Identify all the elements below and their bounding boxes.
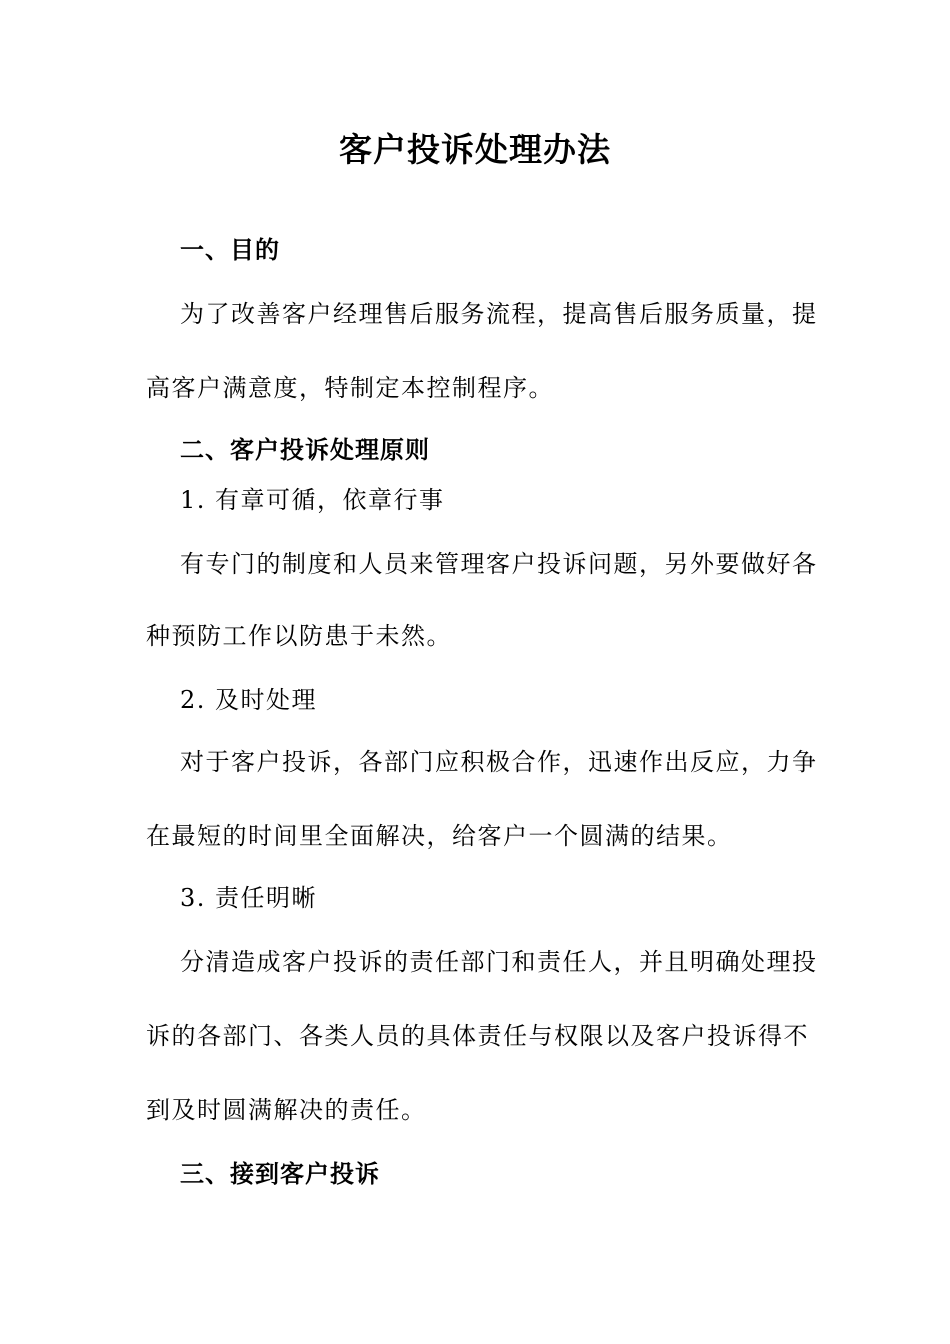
paragraph-line: 种预防工作以防患于未然。 (146, 622, 452, 650)
section-heading-purpose: 一、目的 (180, 235, 280, 264)
section-heading-principles: 二、客户投诉处理原则 (180, 435, 430, 464)
list-item-label: 2. 及时处理 (180, 686, 318, 714)
paragraph-line: 对于客户投诉，各部门应积极合作，迅速作出反应，力争 (180, 748, 818, 776)
list-item-label: 1. 有章可循，依章行事 (180, 486, 445, 514)
document-title: 客户投诉处理办法 (339, 130, 611, 169)
paragraph-line: 为了改善客户经理售后服务流程，提高售后服务质量，提 (180, 300, 818, 328)
paragraph-line: 在最短的时间里全面解决，给客户一个圆满的结果。 (146, 822, 733, 850)
paragraph-line: 诉的各部门、各类人员的具体责任与权限以及客户投诉得不 (146, 1022, 809, 1050)
paragraph-line: 分清造成客户投诉的责任部门和责任人，并且明确处理投 (180, 948, 818, 976)
paragraph-line: 有专门的制度和人员来管理客户投诉问题，另外要做好各 (180, 550, 818, 578)
list-item-label: 3. 责任明晰 (180, 884, 318, 912)
section-heading-receive-complaint: 三、接到客户投诉 (180, 1159, 380, 1188)
paragraph-line: 高客户满意度，特制定本控制程序。 (146, 374, 554, 402)
paragraph-line: 到及时圆满解决的责任。 (146, 1096, 427, 1124)
